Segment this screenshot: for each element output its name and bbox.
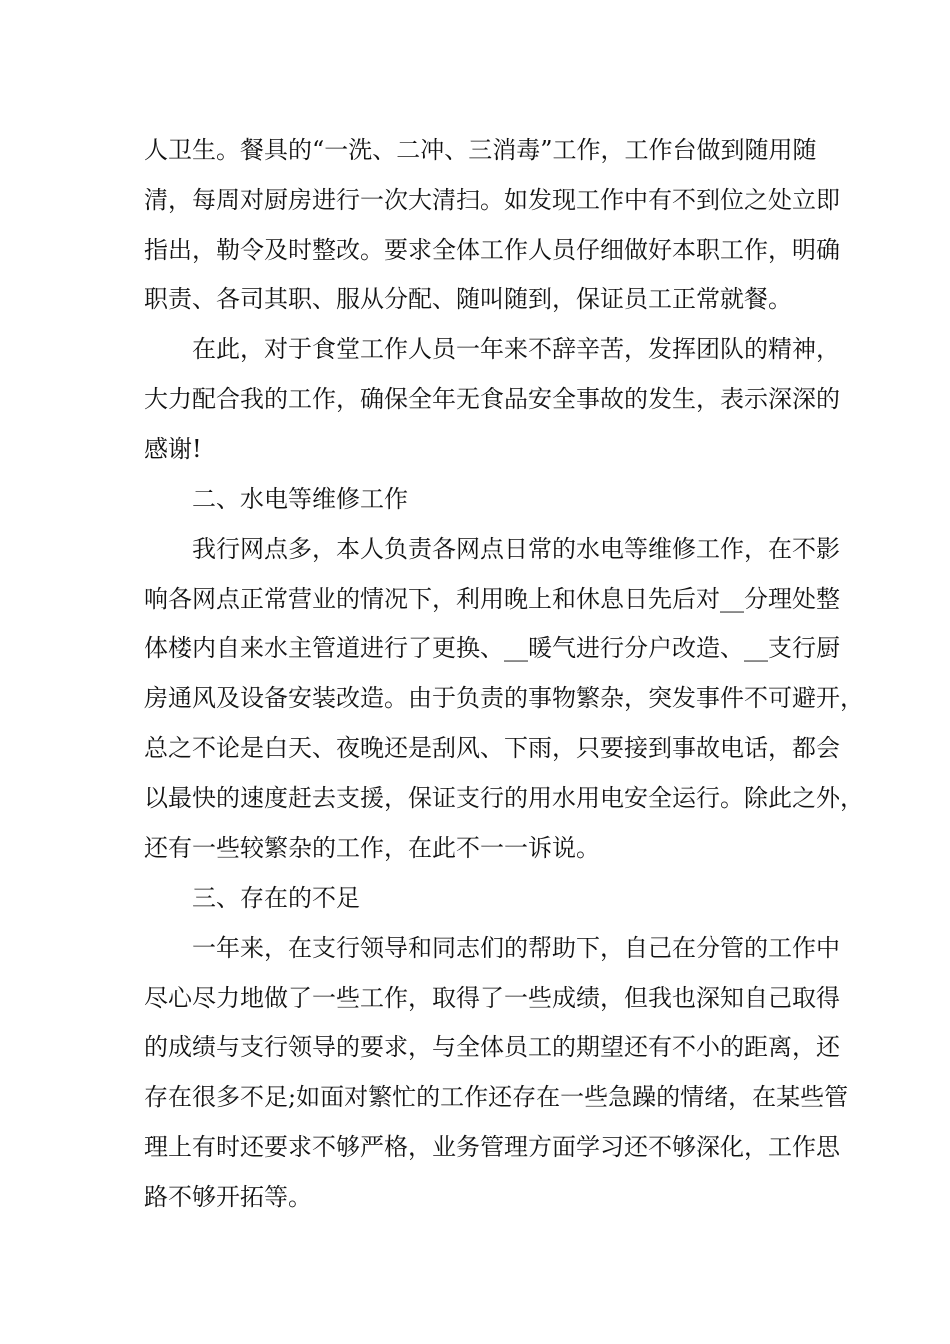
section-heading: 二、水电等维修工作 <box>192 485 408 513</box>
text-line: 人卫生。餐具的“一洗、二冲、三消毒”工作，工作台做到随用随 <box>144 136 817 164</box>
text-line: 理上有时还要求不够严格，业务管理方面学习还不够深化，工作思 <box>144 1133 840 1161</box>
text-line: 清，每周对厨房进行一次大清扫。如发现工作中有不到位之处立即 <box>144 186 840 214</box>
text-line: 在此，对于食堂工作人员一年来不辞辛苦，发挥团队的精神， <box>192 335 840 363</box>
text-line: 响各网点正常营业的情况下，利用晚上和休息日先后对__分理处整 <box>144 585 840 613</box>
text-line: 以最快的速度赶去支援，保证支行的用水用电安全运行。除此之外， <box>144 784 864 812</box>
text-line: 房通风及设备安装改造。由于负责的事物繁杂，突发事件不可避开， <box>144 684 864 712</box>
text-line: 大力配合我的工作，确保全年无食品安全事故的发生，表示深深的 <box>144 385 840 413</box>
text-line: 还有一些较繁杂的工作，在此不一一诉说。 <box>144 834 600 862</box>
text-line: 尽心尽力地做了一些工作，取得了一些成绩，但我也深知自己取得 <box>144 984 840 1012</box>
text-line: 路不够开拓等。 <box>144 1183 312 1211</box>
section-heading: 三、存在的不足 <box>192 884 360 912</box>
text-line: 感谢! <box>144 435 202 463</box>
text-line: 体楼内自来水主管道进行了更换、__暖气进行分户改造、__支行厨 <box>144 634 840 662</box>
text-line: 一年来，在支行领导和同志们的帮助下，自己在分管的工作中 <box>192 934 840 962</box>
text-line: 我行网点多，本人负责各网点日常的水电等维修工作，在不影 <box>192 535 840 563</box>
text-line: 的成绩与支行领导的要求，与全体员工的期望还有不小的距离，还 <box>144 1033 840 1061</box>
text-line: 总之不论是白天、夜晚还是刮风、下雨，只要接到事故电话，都会 <box>144 734 840 762</box>
text-line: 指出，勒令及时整改。要求全体工作人员仔细做好本职工作，明确 <box>144 236 840 264</box>
text-line: 存在很多不足;如面对繁忙的工作还存在一些急躁的情绪，在某些管 <box>144 1083 849 1111</box>
text-line: 职责、各司其职、服从分配、随叫随到，保证员工正常就餐。 <box>144 285 792 313</box>
